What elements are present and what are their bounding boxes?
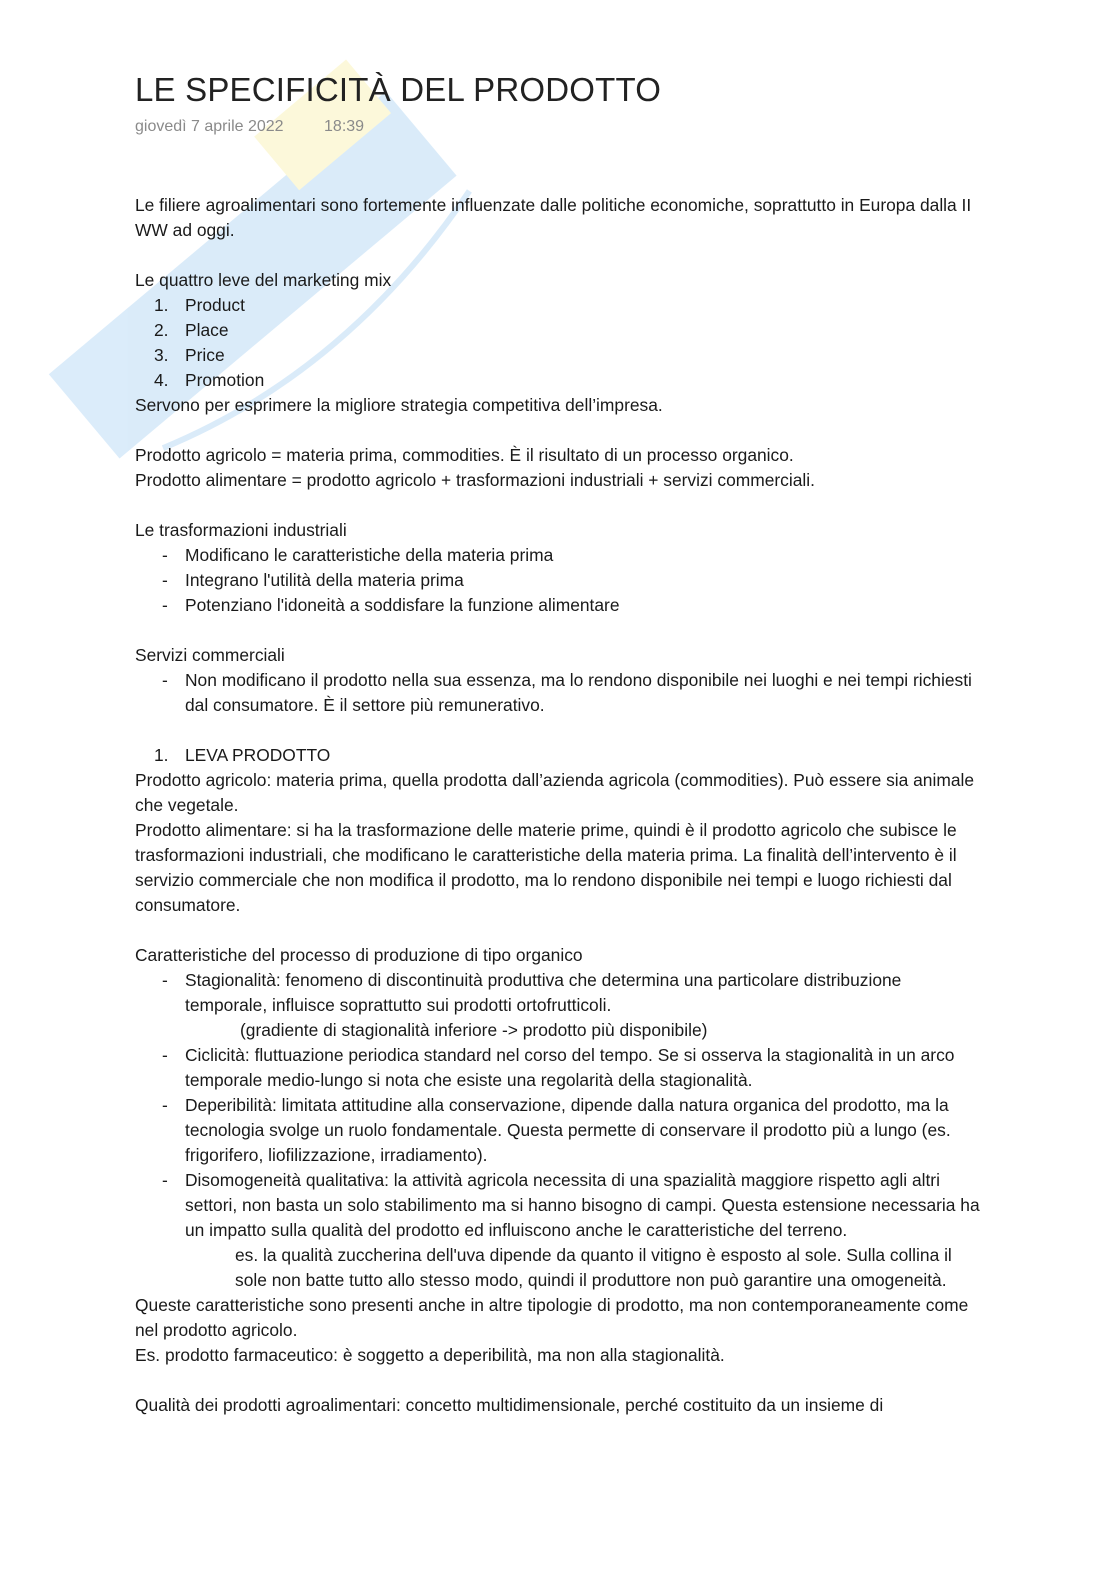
marketing-mix-list	[135, 293, 985, 393]
list-item: - Modificano le caratteristiche della materia prima	[162, 545, 554, 565]
marketing-mix-note: Servono per esprimere la migliore strategia competitiva dell’impresa.	[135, 395, 663, 415]
note-time: 18:39	[324, 118, 365, 135]
page-content	[135, 68, 985, 1418]
list-item: - Integrano l'utilità della materia prima	[162, 570, 464, 590]
caratteristiche-heading: Caratteristiche del processo di produzione di tipo organico	[135, 945, 583, 965]
page-title: LE SPECIFICITÀ DEL PRODOTTO	[135, 71, 662, 108]
list-item: - Non modificano il prodotto nella sua essenza, ma lo rendono disponibile nei luoghi e nei tempi richiesti dal consumatore. È il settore più remunerativo.	[162, 670, 972, 715]
list-item: - Disomogeneità qualitativa: la attività agricola necessita di una spazialità maggiore rispetto agli altri settori, non basta un solo stabilimento ma si hanno bisogno di campi. Questa estensione necessaria ha un impatto sulla qualità del prodotto ed influiscono anche le caratteristiche del terreno.	[162, 1170, 980, 1240]
list-item: - Ciclicità: fluttuazione periodica standard nel corso del tempo. Se si osserva la stagionalità in un arco temporale medio-lungo si nota che esiste una regolarità della stagionalità.	[162, 1045, 955, 1090]
list-item: - Potenziano l'idoneità a soddisfare la funzione alimentare	[162, 595, 620, 615]
servizi-heading: Servizi commerciali	[135, 645, 285, 665]
list-item: 4. Promotion	[154, 370, 265, 390]
stagionalita-note: (gradiente di stagionalità inferiore -> prodotto più disponibile)	[240, 1020, 708, 1040]
intro-paragraph: Le filiere agroalimentari sono fortemente influenzate dalle politiche economiche, soprattutto in Europa dalla II WW ad oggi.	[135, 195, 972, 240]
list-item: 1. Product	[154, 295, 245, 315]
leva-paragraph-alimentare: Prodotto alimentare: si ha la trasformazione delle materie prime, quindi è il prodotto agricolo che subisce le trasformazioni industriali, che modificano le caratteristiche della materia prima. La finalità dell’intervento è il servizio commerciale che non modifica il prodotto, ma lo rendono disponibile nei tempi e luogo richiesti dal consumatore.	[135, 820, 957, 915]
list-item: 2. Place	[154, 320, 229, 340]
list-item: - Stagionalità: fenomeno di discontinuità produttiva che determina una particolare distribuzione temporale, influisce soprattutto sui prodotti ortofrutticoli.	[162, 970, 902, 1015]
note-body	[135, 193, 985, 1418]
list-item: - Deperibilità: limitata attitudine alla conservazione, dipende dalla natura organica del prodotto, ma la tecnologia svolge un ruolo fondamentale. Questa permette di conservare il prodotto più a lungo (es. frigorifero, liofilizzazione, irradiamento).	[162, 1095, 951, 1165]
note-date: giovedì 7 aprile 2022	[135, 118, 284, 135]
caratteristiche-closing-2: Es. prodotto farmaceutico: è soggetto a deperibilità, ma non alla stagionalità.	[135, 1345, 725, 1365]
disomogeneita-example: es. la qualità zuccherina dell'uva dipende da quanto il vitigno è esposto al sole. Sulla collina il sole non batte tutto allo stesso modo, quindi il produttore non può garantire una omogeneità.	[235, 1245, 952, 1290]
leva-heading-list	[135, 743, 985, 768]
servizi-list	[135, 668, 985, 718]
qualita-paragraph: Qualità dei prodotti agroalimentari: concetto multidimensionale, perché costituito da un insieme di	[135, 1395, 884, 1415]
leva-prodotto-heading: 1. LEVA PRODOTTO	[154, 745, 331, 765]
note-timestamp	[135, 118, 985, 140]
definition-alimentare: Prodotto alimentare = prodotto agricolo + trasformazioni industriali + servizi commerciali.	[135, 470, 815, 490]
caratteristiche-list	[135, 968, 985, 1018]
marketing-mix-heading: Le quattro leve del marketing mix	[135, 270, 392, 290]
leva-paragraph-agricolo: Prodotto agricolo: materia prima, quella prodotta dall’azienda agricola (commodities). Può essere sia animale che vegetale.	[135, 770, 975, 815]
caratteristiche-closing-1: Queste caratteristiche sono presenti anche in altre tipologie di prodotto, ma non contemporaneamente come nel prodotto agricolo.	[135, 1295, 969, 1340]
definition-agricolo: Prodotto agricolo = materia prima, commodities. È il risultato di un processo organico.	[135, 445, 794, 465]
list-item: 3. Price	[154, 345, 225, 365]
trasformazioni-list	[135, 543, 985, 618]
caratteristiche-list-cont	[135, 1043, 985, 1243]
trasformazioni-heading: Le trasformazioni industriali	[135, 520, 347, 540]
